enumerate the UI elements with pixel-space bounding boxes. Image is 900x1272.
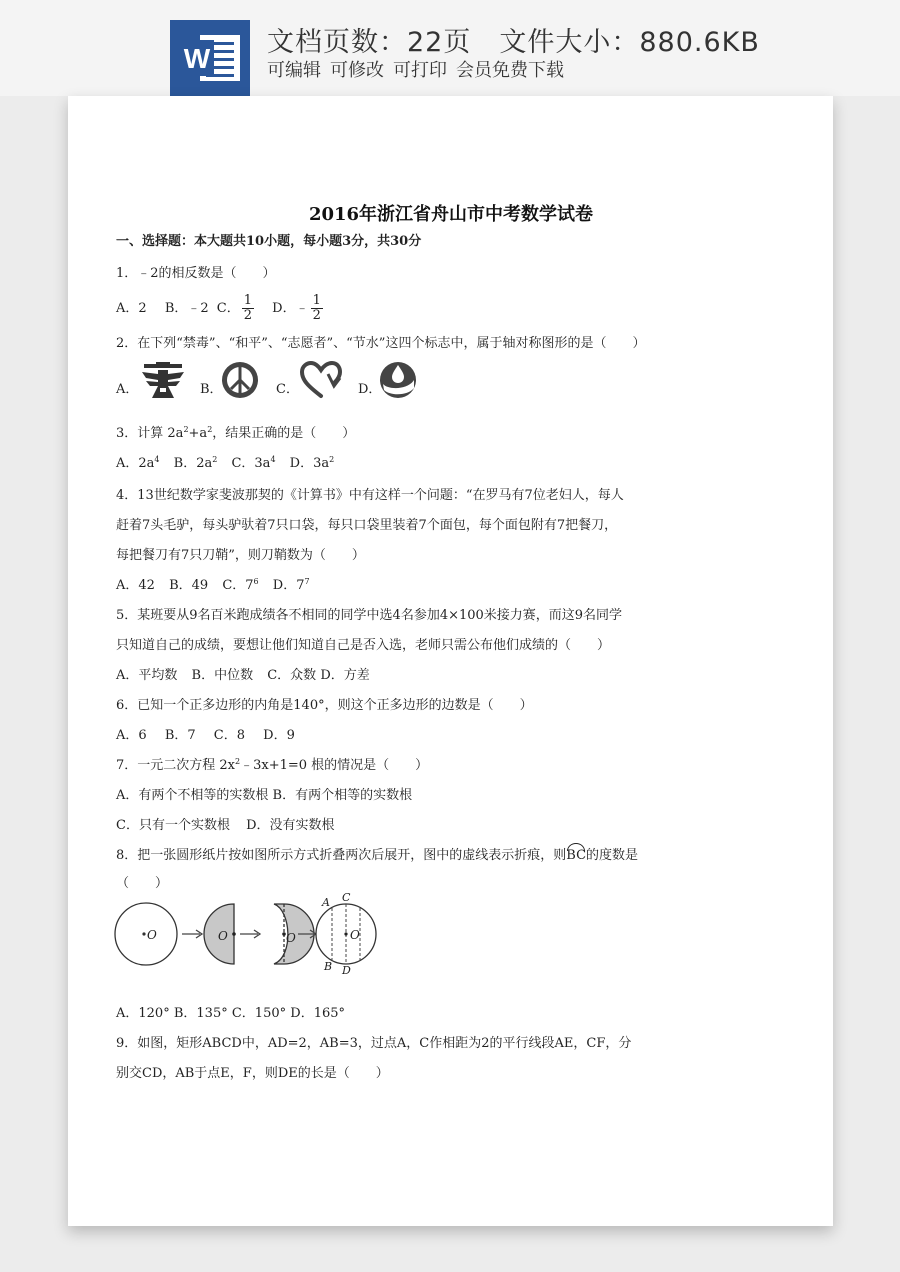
option-b: B．49 bbox=[169, 578, 209, 593]
option-a: A．$2a^4$ bbox=[116, 455, 160, 471]
option-c: C． bbox=[216, 301, 240, 316]
option-d: D．方差 bbox=[320, 668, 370, 683]
question-7-options-row-2 bbox=[116, 818, 335, 834]
question-7: 7．一元二次方程 $2x^2﹣3x+1=0$ 根的情况是（ ） bbox=[116, 757, 429, 773]
question-9-line-1: 9．如图，矩形ABCD中，AD=2，AB=3，过点A，C作相距为2的平行线段AE，CF，分 bbox=[116, 1036, 632, 1051]
option-a: A．2 bbox=[116, 301, 147, 316]
svg-text:B: B bbox=[324, 960, 333, 973]
question-6: 6．已知一个正多边形的内角是140°，则这个正多边形的边数是（ ） bbox=[116, 698, 533, 713]
option-d: D．$3a^2$ bbox=[289, 455, 335, 471]
svg-text:C: C bbox=[342, 891, 351, 904]
option-c: C． bbox=[276, 382, 299, 397]
svg-text:A: A bbox=[322, 896, 330, 909]
option-b: B．7 bbox=[164, 728, 196, 743]
svg-text:O: O bbox=[350, 928, 360, 942]
option-b: B．135° bbox=[173, 1006, 228, 1021]
volunteer-heart-icon bbox=[298, 360, 344, 400]
question-4-line-2: 赶着7头毛驴，每头驴驮着7只口袋，每只口袋里装着7个面包，每个面包附有7把餐刀， bbox=[116, 518, 618, 533]
option-c: C．150° bbox=[231, 1006, 287, 1021]
option-c: C．只有一个实数根 bbox=[116, 818, 230, 833]
file-size: 文件大小：880.6KB bbox=[499, 27, 760, 58]
fraction-one-half: $\frac{1}{2}$ bbox=[312, 293, 321, 323]
question-2: 2．在下列“禁毒”、“和平”、“志愿者”、“节水”这四个标志中，属于轴对称图形的是（ ） bbox=[116, 336, 646, 351]
svg-text:O: O bbox=[147, 928, 157, 942]
question-4-line-1: 4．13世纪数学家斐波那契的《计算书》中有这样一个问题：“在罗马有7位老妇人，每人 bbox=[116, 488, 624, 503]
question-1: 1．﹣2的相反数是（ ） bbox=[116, 266, 276, 281]
feature-editable: 可编辑 bbox=[267, 60, 321, 81]
option-c: C．众数 bbox=[267, 668, 317, 683]
question-8-parentheses: （ ） bbox=[116, 876, 169, 891]
option-c: C．$3a^4$ bbox=[231, 455, 276, 471]
option-b: B．有两个相等的实数根 bbox=[272, 788, 413, 803]
arc-bc-notation: BC bbox=[566, 848, 587, 863]
question-4-line-3: 每把餐刀有7只刀鞘”，则刀鞘数为（ ） bbox=[116, 548, 365, 563]
feature-list bbox=[267, 56, 573, 82]
document-info bbox=[267, 20, 760, 59]
svg-text:D: D bbox=[342, 964, 351, 977]
option-d: D．没有实数根 bbox=[246, 818, 335, 833]
water-saving-icon bbox=[378, 360, 418, 400]
question-8-options bbox=[116, 1006, 345, 1022]
option-a: A．有两个不相等的实数根 bbox=[116, 788, 269, 803]
feature-printable: 可打印 bbox=[393, 60, 447, 81]
page-count: 文档页数：22页 bbox=[267, 27, 472, 58]
svg-text:O: O bbox=[286, 931, 296, 945]
page-title: 2016年浙江省舟山市中考数学试卷 bbox=[308, 204, 594, 225]
svg-text:O: O bbox=[218, 929, 228, 943]
option-d: D． bbox=[358, 382, 382, 397]
feature-member-download: 会员免费下载 bbox=[456, 60, 564, 81]
option-a: A．6 bbox=[116, 728, 147, 743]
option-d: D．﹣ bbox=[272, 301, 309, 316]
option-c: C．$7^6$ bbox=[222, 577, 259, 593]
option-b: B．﹣2 bbox=[164, 301, 209, 316]
question-7-options-row-1 bbox=[116, 788, 412, 804]
question-5-line-1: 5．某班要从9名百米跑成绩各不相同的同学中选4名参加4×100米接力赛，而这9名同学 bbox=[116, 608, 623, 623]
option-a: A．平均数 bbox=[116, 668, 178, 683]
download-banner bbox=[0, 0, 900, 96]
section-heading: 一、选择题：本大题共10小题，每小题3分，共30分 bbox=[116, 234, 422, 249]
circle-paper-icon bbox=[115, 903, 177, 965]
question-9-line-2: 别交CD，AB于点E，F，则DE的长是（ ） bbox=[116, 1066, 389, 1081]
option-a: A．42 bbox=[116, 578, 155, 593]
option-b: B． bbox=[200, 382, 223, 397]
question-4-options bbox=[116, 578, 310, 594]
option-b: B．$2a^2$ bbox=[173, 455, 218, 471]
feature-modifiable: 可修改 bbox=[330, 60, 384, 81]
question-8: 8．把一张圆形纸片按如图所示方式折叠两次后展开，图中的虚线表示折痕，则BC的度数是 bbox=[116, 848, 639, 863]
option-c: C．8 bbox=[213, 728, 245, 743]
svg-text:W: W bbox=[183, 43, 211, 74]
word-document-icon bbox=[170, 20, 250, 96]
folding-figure bbox=[116, 891, 386, 977]
peace-sign-icon bbox=[220, 360, 260, 400]
option-d: D．165° bbox=[290, 1006, 346, 1021]
question-3-options bbox=[116, 456, 334, 472]
arrow-right-icon bbox=[182, 930, 202, 938]
question-6-options bbox=[116, 728, 295, 744]
option-d: D．$7^7$ bbox=[272, 577, 310, 593]
option-a: A．120° bbox=[116, 1006, 170, 1021]
question-1-options bbox=[116, 294, 325, 324]
question-5-options bbox=[116, 668, 370, 684]
arrow-right-icon bbox=[240, 930, 260, 938]
option-a: A． bbox=[116, 382, 139, 397]
option-b: B．中位数 bbox=[191, 668, 254, 683]
question-5-line-2: 只知道自己的成绩，要想让他们知道自己是否入选，老师只需公布他们成绩的（ ） bbox=[116, 638, 611, 653]
fraction-one-half: $\frac{1}{2}$ bbox=[243, 293, 253, 323]
option-d: D．9 bbox=[263, 728, 295, 743]
anti-drug-logo-icon bbox=[140, 362, 186, 402]
question-3: 3．计算 $2a^2+a^2$，结果正确的是（ ） bbox=[116, 425, 356, 441]
